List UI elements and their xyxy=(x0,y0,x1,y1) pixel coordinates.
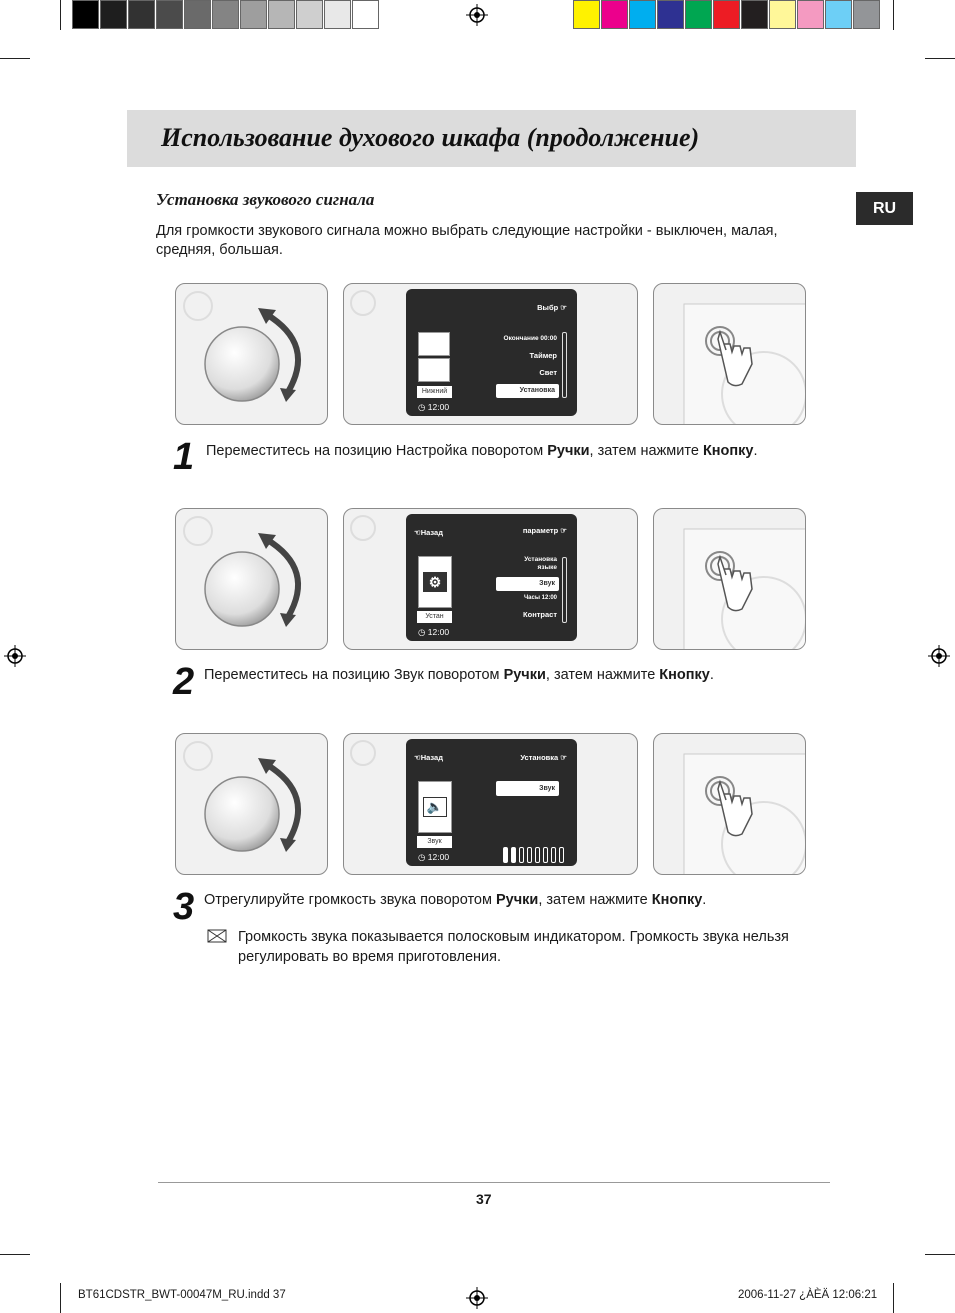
registration-mark-icon xyxy=(928,645,950,667)
crop-mark xyxy=(925,1254,955,1255)
crop-mark xyxy=(0,1254,30,1255)
display-panel xyxy=(343,508,638,650)
volume-segment xyxy=(503,847,508,863)
menu-item-contrast: Контраст xyxy=(523,610,557,619)
color-swatch xyxy=(601,0,628,29)
color-swatch xyxy=(296,0,323,29)
knob-panel xyxy=(175,733,328,875)
menu-item-selected: Звук xyxy=(496,781,559,796)
oven-display-screen xyxy=(406,289,577,416)
press-panel xyxy=(653,733,806,875)
screen-top-right-label: Установка ☞ xyxy=(520,753,567,762)
screen-top-right-label: Выбр ☞ xyxy=(537,303,567,312)
settings-gear-icon: ⚙ xyxy=(423,572,447,592)
rotary-knob-icon xyxy=(176,734,328,875)
page-title-band xyxy=(127,110,856,167)
volume-segment xyxy=(527,847,532,863)
finger-press-icon xyxy=(654,509,806,650)
note-icon xyxy=(207,929,227,943)
footer-filename: BT61CDSTR_BWT-00047M_RU.indd 37 xyxy=(78,1289,286,1301)
clock-display: ◷ 12:00 xyxy=(418,627,450,637)
screen-top-right-label: параметр ☞ xyxy=(522,526,567,535)
menu-item-clock: Часы 12:00 xyxy=(523,595,557,601)
color-swatch xyxy=(797,0,824,29)
press-panel xyxy=(653,508,806,650)
color-swatch xyxy=(212,0,239,29)
color-swatch xyxy=(685,0,712,29)
screen-mode-label: Нижний xyxy=(417,386,452,398)
step-number: 1 xyxy=(173,436,195,478)
color-swatch xyxy=(156,0,183,29)
crop-mark xyxy=(60,1283,61,1313)
decorative-circle-icon xyxy=(348,513,378,543)
menu-item-light: Свет xyxy=(539,368,557,377)
color-swatch xyxy=(100,0,127,29)
display-panel xyxy=(343,283,638,425)
speaker-icon: 🔈 xyxy=(423,797,447,817)
note-text: Громкость звука показывается полосковым индикатором. Громкость звука нельзя регулировать во время приготовления. xyxy=(238,929,789,965)
volume-segment xyxy=(519,847,524,863)
color-swatch xyxy=(825,0,852,29)
color-swatch xyxy=(573,0,600,29)
menu-item-selected: Звук xyxy=(496,577,559,591)
screen-mode-label: Устан xyxy=(417,611,452,623)
scrollbar xyxy=(562,332,567,398)
color-swatch xyxy=(324,0,351,29)
volume-segment xyxy=(543,847,548,863)
volume-segment xyxy=(511,847,516,863)
color-swatch xyxy=(352,0,379,29)
screen-mode-label: Звук xyxy=(417,836,452,848)
screen-icon-box xyxy=(418,332,450,356)
clock-display: ◷ 12:00 xyxy=(418,852,450,862)
step-number: 2 xyxy=(173,661,195,703)
oven-display-screen xyxy=(406,739,577,866)
decorative-circle-icon xyxy=(348,288,378,318)
color-swatch xyxy=(713,0,740,29)
finger-press-icon xyxy=(654,734,806,875)
menu-item-selected: Установка xyxy=(496,384,559,398)
volume-bar-indicator xyxy=(503,847,563,863)
color-swatch xyxy=(853,0,880,29)
registration-mark-icon xyxy=(466,1287,488,1309)
screen-icon-box xyxy=(418,358,450,382)
page-title: Использование духового шкафа (продолжение) xyxy=(161,123,700,152)
crop-mark xyxy=(893,0,894,30)
registration-mark-icon xyxy=(4,645,26,667)
step-instruction: Переместитесь на позицию Звук поворотом Ручки, затем нажмите Кнопку. xyxy=(204,667,714,683)
color-swatch xyxy=(741,0,768,29)
color-swatch xyxy=(128,0,155,29)
press-panel xyxy=(653,283,806,425)
knob-panel xyxy=(175,283,328,425)
display-panel xyxy=(343,733,638,875)
decorative-circle-icon xyxy=(348,738,378,768)
step-instruction: Отрегулируйте громкость звука поворотом Ручки, затем нажмите Кнопку. xyxy=(204,892,707,908)
scrollbar xyxy=(562,557,567,623)
section-subtitle: Установка звукового сигнала xyxy=(156,190,375,209)
end-time-label: Окончание 00:00 xyxy=(503,335,557,342)
back-label: ☜Назад xyxy=(414,528,443,537)
menu-item-timer: Таймер xyxy=(529,351,557,360)
menu-item-language: Установка языке xyxy=(524,556,557,571)
volume-segment xyxy=(551,847,556,863)
color-swatch xyxy=(629,0,656,29)
page-number: 37 xyxy=(476,1191,492,1207)
rotary-knob-icon xyxy=(176,284,328,425)
volume-segment xyxy=(535,847,540,863)
registration-mark-icon xyxy=(466,4,488,26)
intro-paragraph: Для громкости звукового сигнала можно выбрать следующие настройки - выключен, малая, средняя, большая. xyxy=(156,223,778,258)
crop-mark xyxy=(925,58,955,59)
step-instruction: Переместитесь на позицию Настройка поворотом Ручки, затем нажмите Кнопку. xyxy=(206,443,758,459)
footer-divider xyxy=(158,1182,830,1183)
language-tab: RU xyxy=(856,192,913,225)
knob-panel xyxy=(175,508,328,650)
color-swatch xyxy=(769,0,796,29)
color-swatch xyxy=(657,0,684,29)
back-label: ☜Назад xyxy=(414,753,443,762)
color-swatch xyxy=(184,0,211,29)
crop-mark xyxy=(60,0,61,30)
clock-display: ◷ 12:00 xyxy=(418,402,450,412)
color-swatch xyxy=(268,0,295,29)
finger-press-icon xyxy=(654,284,806,425)
color-swatch xyxy=(72,0,99,29)
footer-timestamp: 2006-11-27 ¿ÀÈÄ 12:06:21 xyxy=(738,1289,878,1301)
color-swatch xyxy=(240,0,267,29)
step-number: 3 xyxy=(173,886,195,928)
oven-display-screen xyxy=(406,514,577,641)
volume-segment xyxy=(559,847,564,863)
crop-mark xyxy=(0,58,30,59)
rotary-knob-icon xyxy=(176,509,328,650)
crop-mark xyxy=(893,1283,894,1313)
